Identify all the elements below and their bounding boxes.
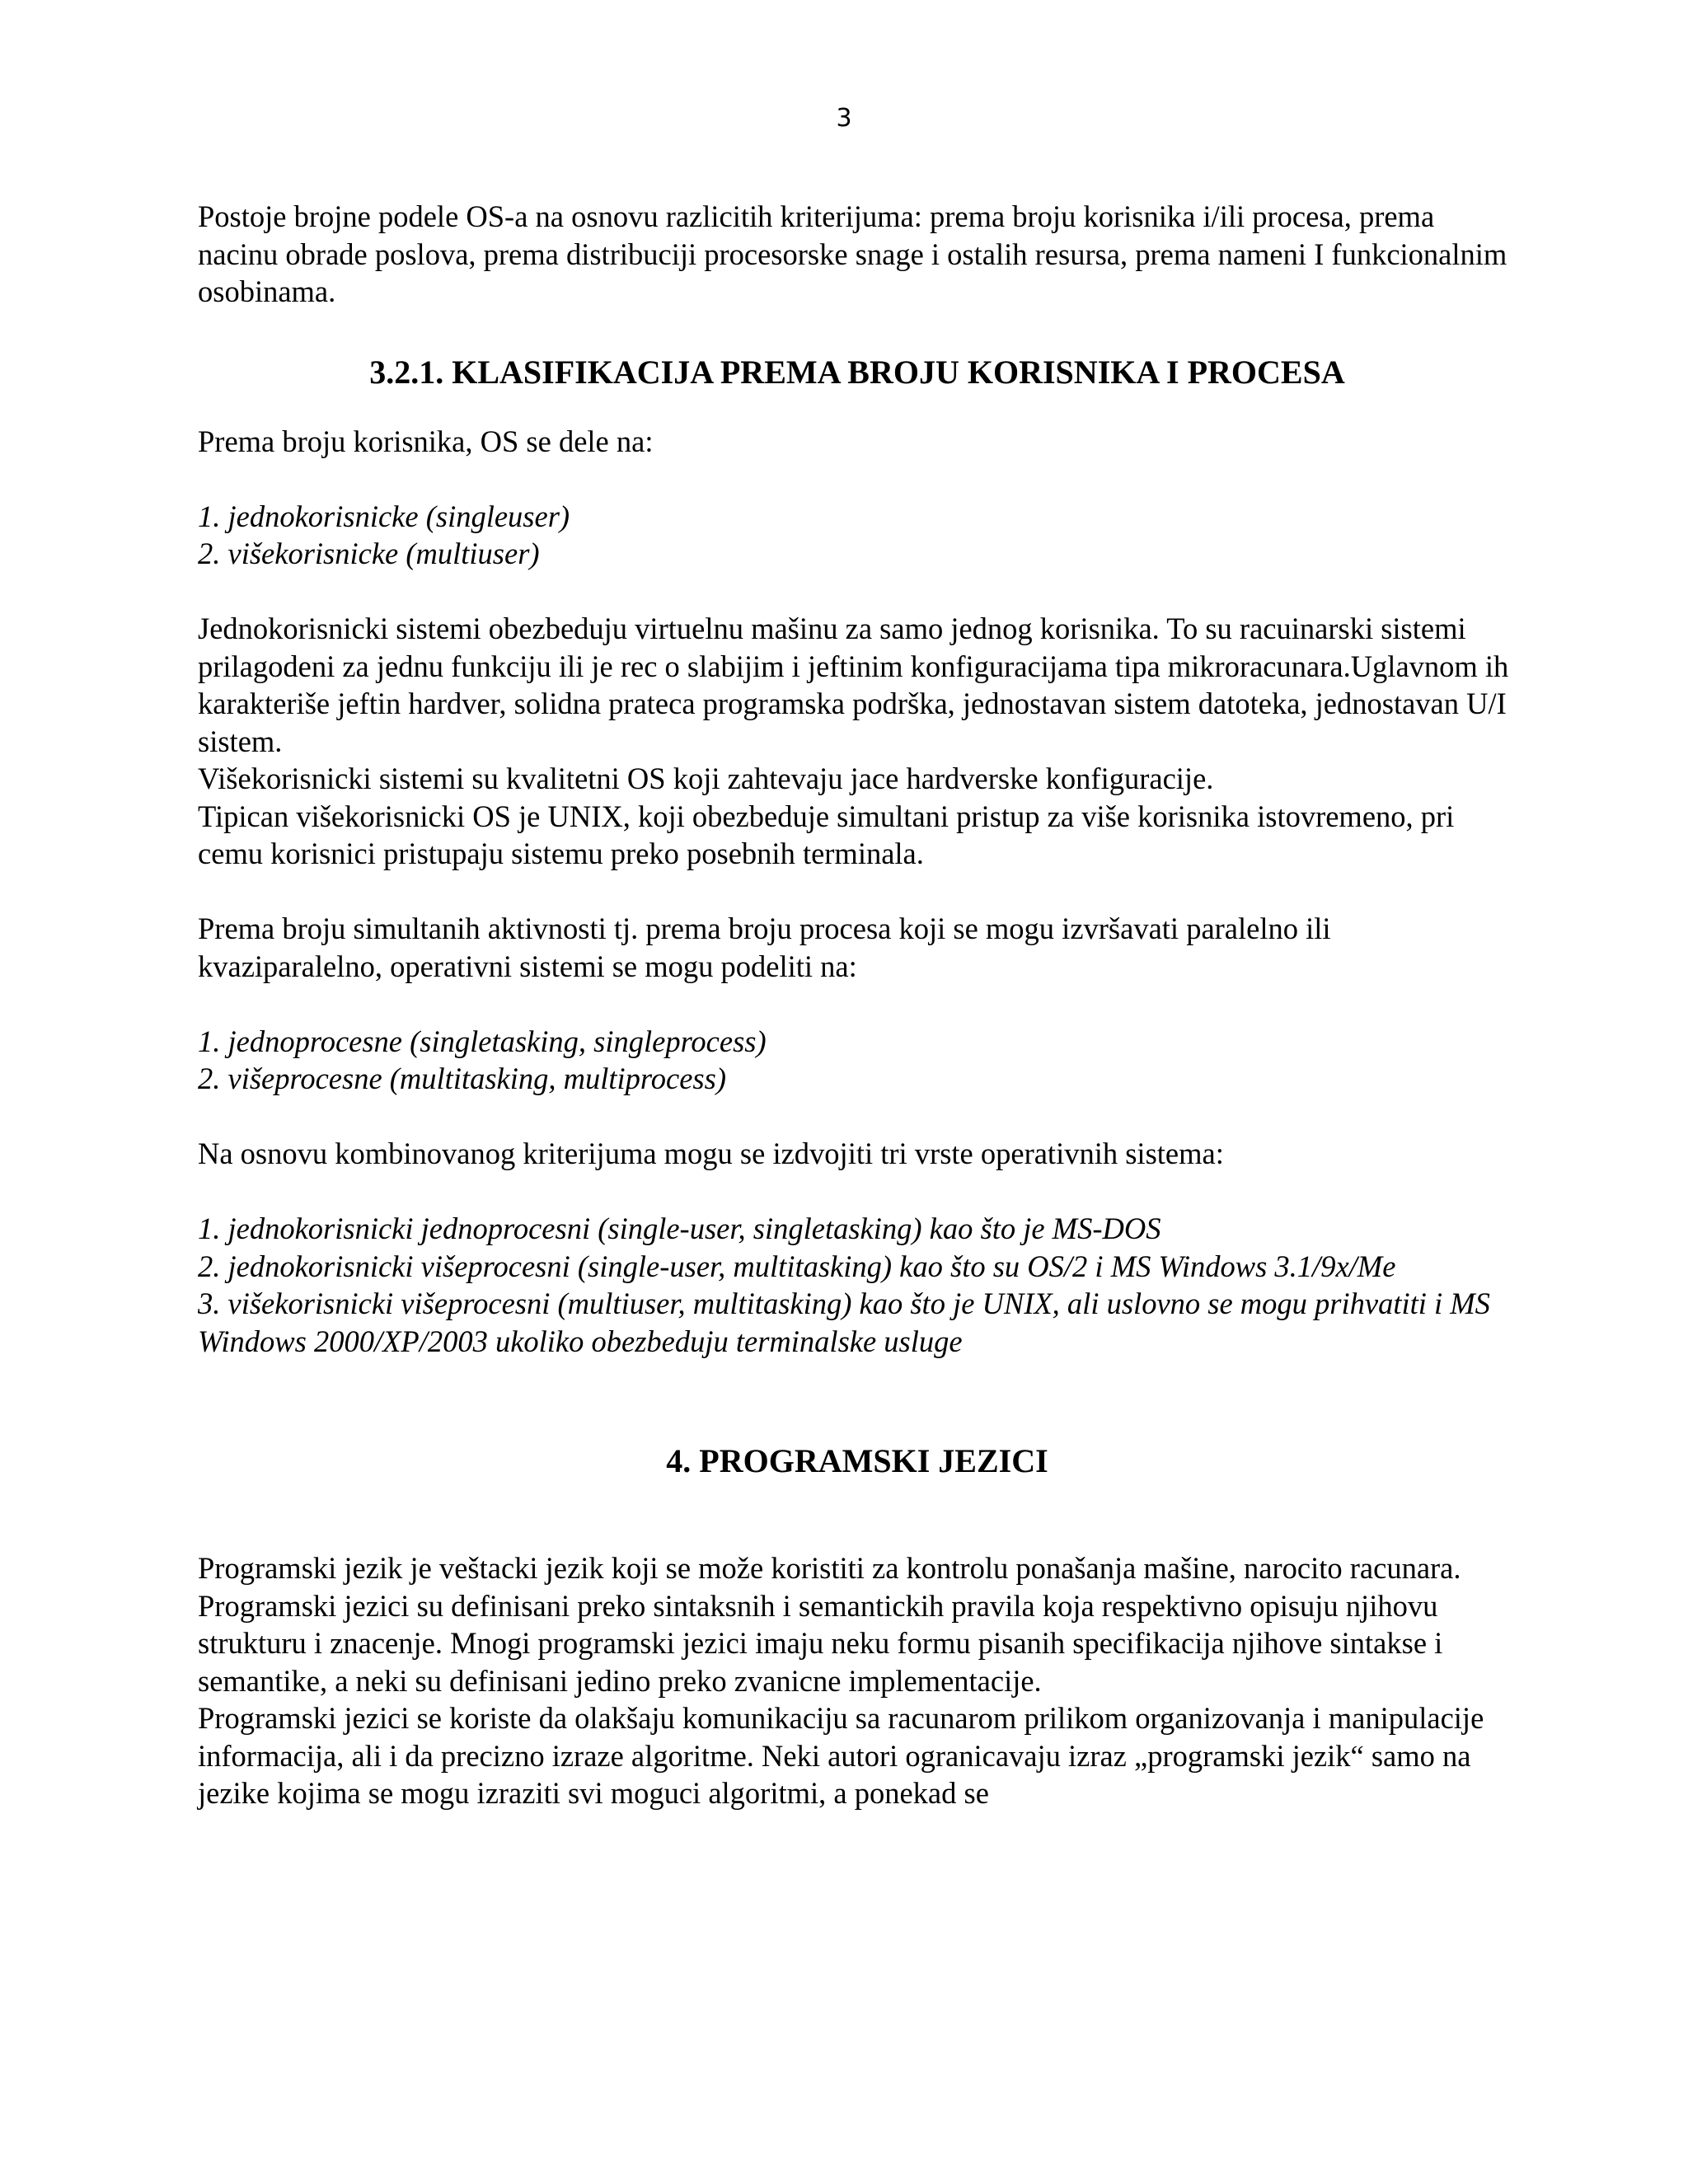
spacer [198,311,1517,350]
spacer [198,395,1517,423]
spacer [198,1483,1517,1549]
combined-list-item: 1. jednokorisnicki jednoprocesni (single-user, singletasking) kao što je MS-DOS [198,1212,1161,1245]
usage-paragraph: Programski jezici se koriste da olakšaju komunikaciju sa racunarom prilikom organizovanja i manipulacije informacija, ali i da precizno izraze algoritme. Neki autori ogranicavaju izraz „programski jezik“ samo na jezike kojima se mogu izraziti svi moguci algoritmi, a ponekad se [198,1701,1484,1810]
section-heading-4: 4. PROGRAMSKI JEZICI [666,1442,1048,1479]
process-intro: Prema broju simultanih aktivnosti tj. prema broju procesa koji se mogu izvršavati paralelno ili kvaziparalelno, operativni sistemi se mogu podeliti na: [198,912,1331,983]
unix-paragraph: Tipican višekorisnicki OS je UNIX, koji obezbeduje simultani pristup za više korisnika istovremeno, pri cemu korisnici pristupaju sistemu preko posebnih terminala. [198,799,1455,870]
users-list-item: 1. jednokorisnicke (singleuser) [198,499,570,533]
section-heading-3-2-1: 3.2.1. KLASIFIKACIJA PREMA BROJU KORISNIKA I PROCESA [369,353,1345,391]
spacer [198,573,1517,611]
process-list-item: 1. jednoprocesne (singletasking, singleprocess) [198,1024,767,1058]
single-user-paragraph: Jednokorisnicki sistemi obezbeduju virtuelnu mašinu za samo jednog korisnika. To su racuinarski sistemi prilagodeni za jednu funkciju ili je rec o slabijim i jeftinim konfiguracijama tipa mikroracunara.Uglavnom ih karakteriše jeftin hardver, solidna prateca programska podrška, jednostavan sistem datoteka, jednostavan U/I sistem. [198,612,1509,758]
process-list-item: 2. višeprocesne (multitasking, multiprocess) [198,1062,726,1095]
spacer [198,1098,1517,1136]
syntax-semantics-paragraph: Programski jezici su definisani preko sintaksnih i semantickih pravila koja respektivno opisuju njihovu strukturu i znacenje. Mnogi programski jezici imaju neku formu pisanih specifikacija njihove sintakse i semantike, a neki su definisani jedino preko zvanicne implementacije. [198,1588,1443,1698]
combined-list-item: 3. višekorisnicki višeprocesni (multiuser, multitasking) kao što je UNIX, ali uslovno se mogu prihvatiti i MS Windows 2000/XP/2003 ukoliko obezbeduju terminalske usluge [198,1286,1490,1358]
spacer [198,1360,1517,1439]
page-number: 3 [836,104,852,133]
combined-intro: Na osnovu kombinovanog kriterijuma mogu se izdvojiti tri vrste operativnih sistema: [198,1137,1224,1170]
spacer [198,460,1517,498]
document-body [198,198,1517,1812]
programming-language-definition: Programski jezik je veštacki jezik koji se može koristiti za kontrolu ponašanja mašine, narocito racunara. [198,1551,1461,1585]
combined-list-item: 2. jednokorisnicki višeprocesni (single-user, multitasking) kao što su OS/2 i MS Windows 3.1/9x/Me [198,1249,1396,1283]
spacer [198,985,1517,1023]
spacer [198,873,1517,911]
multi-user-paragraph: Višekorisnicki sistemi su kvalitetni OS koji zahtevaju jace hardverske konfiguracije. [198,762,1214,795]
spacer [198,1173,1517,1211]
users-intro: Prema broju korisnika, OS se dele na: [198,424,654,458]
intro-paragraph: Postoje brojne podele OS-a na osnovu razlicitih kriterijuma: prema broju korisnika i/ili procesa, prema nacinu obrade poslova, prema distribuciji procesorske snage i ostalih resursa, prema nameni I funkcionalnim osobinama. [198,199,1507,308]
users-list-item: 2. višekorisnicke (multiuser) [198,537,540,570]
